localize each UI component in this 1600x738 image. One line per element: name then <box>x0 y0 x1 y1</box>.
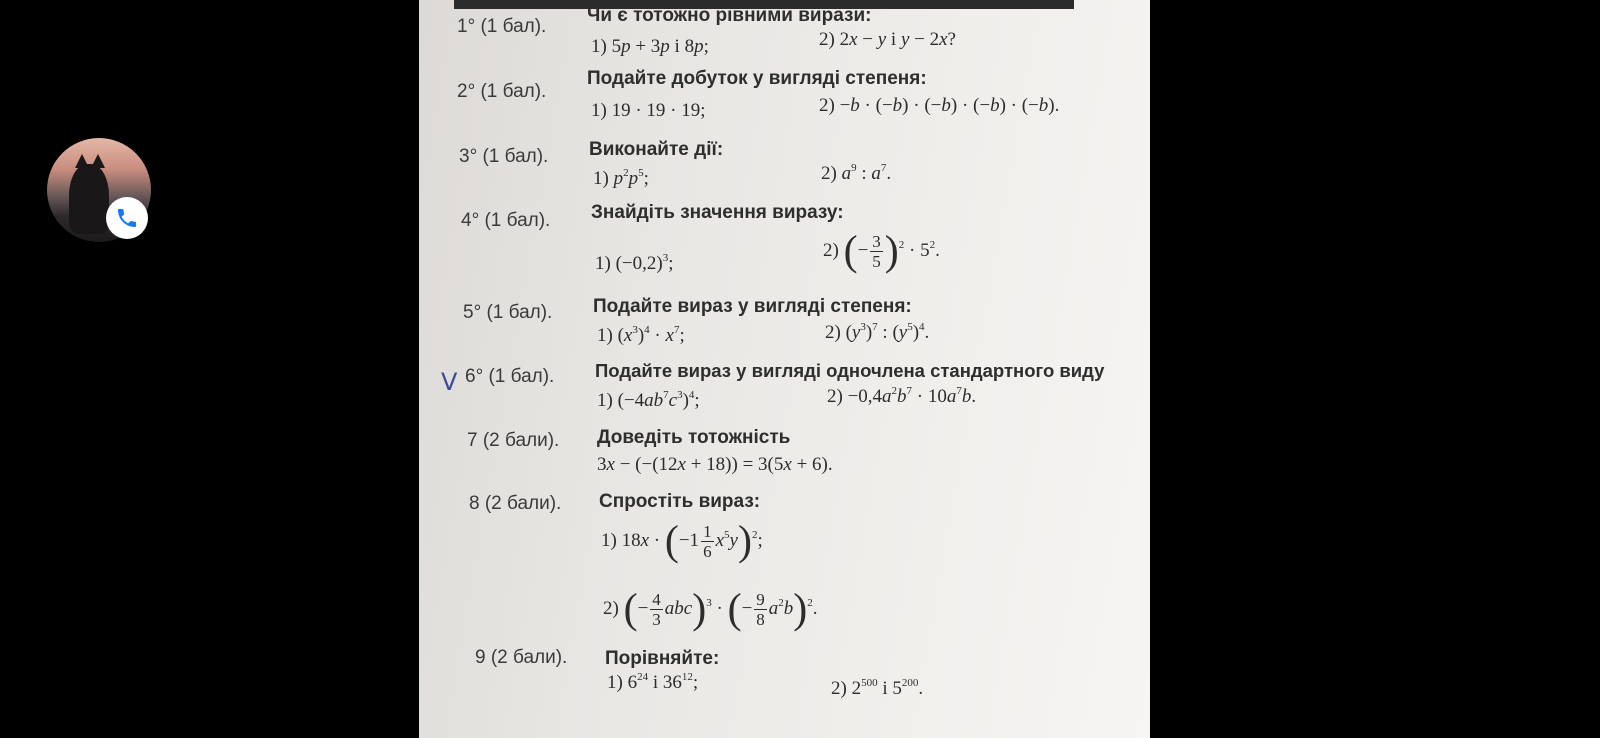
task-6-title: Подайте вираз у вигляді одночлена стандартного виду <box>595 360 1105 381</box>
task-4-part-2: 2) (− $\frac{3}{5}$ )$^2 \cdot 5^2$. <box>823 228 940 275</box>
phone-icon <box>115 206 139 230</box>
task-1-part-1: 1) 5p + 3p і 8p; <box>591 36 709 57</box>
task-5-part-1: 1) $(x^3)^4 \cdot x^7$; <box>597 324 685 346</box>
task-2-title: Подайте добуток у вигляді степеня: <box>587 68 927 89</box>
task-7-label: 7 (2 бали). <box>467 430 560 451</box>
worksheet-photo <box>419 0 1150 738</box>
task-4-title: Знайдіть значення виразу: <box>591 202 844 223</box>
task-3-title: Виконайте дії: <box>589 139 724 160</box>
task-8-part-1: 1) 18x · (−1 $\frac{1}{6}$ $x^5y)^2$; <box>601 518 763 565</box>
task-1-label: 1° (1 бал). <box>457 16 547 37</box>
task-6-part-1: 1) $(-4ab^7c^3)^4$; <box>597 389 700 411</box>
task-4-part-1: 1) $(-0,2)^3$; <box>595 252 674 274</box>
task-3-part-2: 2) $a^9$ : $a^7$. <box>821 162 892 184</box>
task-3-label: 3° (1 бал). <box>459 146 549 167</box>
task-6-part-2: $2) -0,4a^2b^7 \cdot 10a^7b$. <box>827 385 977 407</box>
task-6-label: 6° (1 бал). <box>465 366 555 387</box>
call-button[interactable] <box>106 197 148 239</box>
task-4-label: 4° (1 бал). <box>461 210 551 231</box>
task-2-part-1: 1) 19 · 19 · 19; <box>591 100 706 121</box>
task-5-title: Подайте вираз у вигляді степеня: <box>593 296 912 317</box>
task-2-part-2: 2) −b · (−b) · (−b) · (−b) · (−b). <box>819 95 1060 116</box>
task-1-part-2: 2) 2x − y і y − 2x? <box>819 29 956 50</box>
task-9-part-2: 2) $2^{500}$ і $5^{200}$. <box>831 677 924 699</box>
task-8-label: 8 (2 бали). <box>469 493 562 514</box>
task-7-identity: 3x − (−(12x + 18)) = 3(5x + 6). <box>597 454 833 475</box>
task-8-title: Спростіть вираз: <box>599 491 761 512</box>
task-7-title: Доведіть тотожність <box>597 427 791 448</box>
task-8-part-2: 2) (− $\frac{4}{3}$ abc)$^3$ · (− $\frac{9}{8}$ $a^2b)^2$. <box>603 586 818 633</box>
task-5-label: 5° (1 бал). <box>463 302 553 323</box>
check-mark: V <box>441 368 458 396</box>
task-3-part-1: 1) $p^2p^5$; <box>593 167 649 189</box>
task-9-part-1: 1) $6^{24}$ і $36^{12}$; <box>607 671 699 693</box>
cat-avatar-icon <box>69 164 109 234</box>
task-5-part-2: 2) $(y^3)^7$ : $(y^5)^4$. <box>825 321 930 343</box>
task-9-label: 9 (2 бали). <box>475 647 568 668</box>
task-9-title: Порівняйте: <box>605 648 720 669</box>
task-2-label: 2° (1 бал). <box>457 81 547 102</box>
task-1-title: Чи є тотожно рівними вирази: <box>587 5 872 26</box>
